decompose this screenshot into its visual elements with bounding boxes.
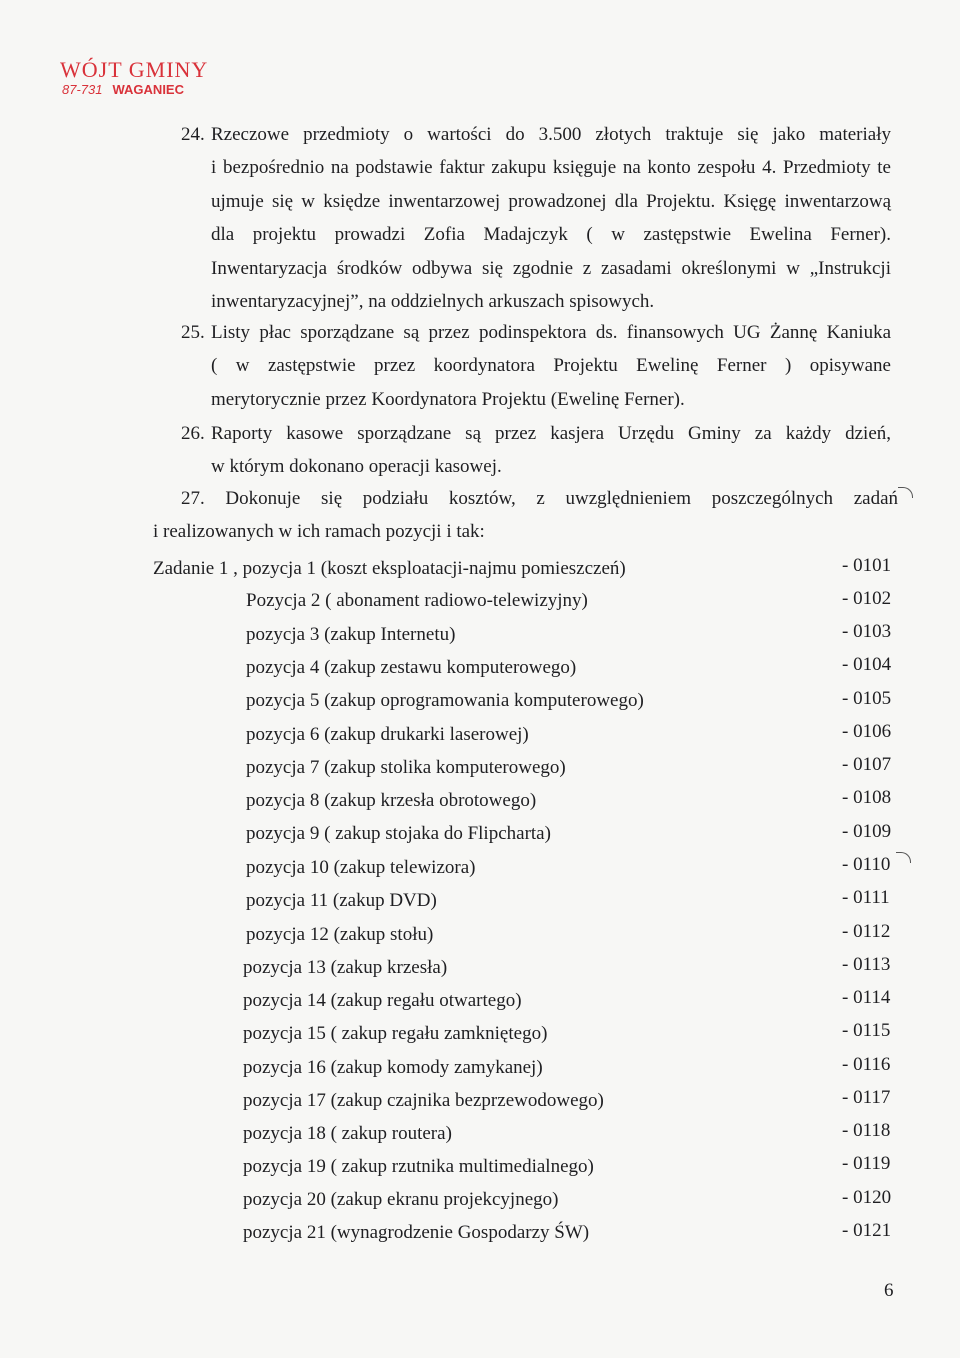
list-item-label: pozycja 10 (zakup telewizora) xyxy=(246,857,476,878)
list-item-code: - 0101 xyxy=(842,555,892,576)
list-item-label: pozycja 11 (zakup DVD) xyxy=(246,890,437,911)
list-item-code: - 0106 xyxy=(842,721,892,742)
paragraph-line: Inwentaryzacja środków odbywa się zgodnie z zasadami określonymi w „Instrukcji xyxy=(211,257,891,279)
list-item-label: pozycja 15 ( zakup regału zamkniętego) xyxy=(243,1023,548,1044)
stamp-address xyxy=(62,82,208,98)
stamp-town: WAGANIEC xyxy=(112,82,184,97)
list-item-code: - 0114 xyxy=(842,987,891,1008)
list-item-code: - 0118 xyxy=(842,1120,891,1141)
paragraph-line: Rzeczowe przedmioty o wartości do 3.500 złotych traktuje się jako materiały xyxy=(211,124,891,145)
paragraph-line: Raporty kasowe sporządzane są przez kasjera Urzędu Gminy za każdy dzień, xyxy=(211,423,891,444)
paragraph-line: dla projektu prowadzi Zofia Madajczyk ( w zastępstwie Ewelina Ferner). xyxy=(211,224,891,246)
list-item-label: pozycja 14 (zakup regału otwartego) xyxy=(243,990,522,1011)
margin-mark xyxy=(896,852,911,863)
list-item-label: pozycja 9 ( zakup stojaka do Flipcharta) xyxy=(246,823,551,844)
list-item-label: pozycja 7 (zakup stolika komputerowego) xyxy=(246,757,566,778)
list-item-code: - 0116 xyxy=(842,1054,891,1075)
paragraph-line: ujmuje się w księdze inwentarzowej prowadzonej dla Projektu. Księgę inwentarzową xyxy=(211,190,891,212)
list-item-code: - 0120 xyxy=(842,1187,892,1208)
list-item-code: - 0112 xyxy=(842,921,891,942)
list-item-code: - 0109 xyxy=(842,821,892,842)
list-item-label: pozycja 8 (zakup krzesła obrotowego) xyxy=(246,790,537,811)
paragraph-number: 26. xyxy=(181,423,205,444)
list-item-label: Zadanie 1 , pozycja 1 (koszt eksploatacji-najmu pomieszczeń) xyxy=(153,558,626,579)
list-item-code: - 0121 xyxy=(842,1220,892,1241)
paragraph-26 xyxy=(181,417,891,484)
paragraph-line: merytorycznie przez Koordynatora Projektu (Ewelinę Ferner). xyxy=(211,388,685,410)
list-item-label: pozycja 16 (zakup komody zamykanej) xyxy=(243,1057,543,1078)
paragraph-number: 27. xyxy=(181,488,205,509)
stamp-zip: 87-731 xyxy=(62,82,103,97)
paragraph-number: 25. xyxy=(181,322,205,343)
list-item-code: - 0117 xyxy=(842,1087,891,1108)
paragraph-line: Listy płac sporządzane są przez podinspektora ds. finansowych UG Żannę Kaniuka xyxy=(211,322,891,343)
list-item-label: pozycja 18 ( zakup routera) xyxy=(243,1123,452,1144)
list-item-label: pozycja 6 (zakup drukarki laserowej) xyxy=(246,724,529,745)
list-item-label: Pozycja 2 ( abonament radiowo-telewizyjny) xyxy=(246,590,588,611)
list-item-label: pozycja 12 (zakup stołu) xyxy=(246,924,434,945)
page-number: 6 xyxy=(884,1280,894,1301)
paragraph-line: i bezpośrednio na podstawie faktur zakupu księguje na konto zespołu 4. Przedmioty te xyxy=(211,157,891,179)
paragraph-27 xyxy=(153,482,898,549)
list-item-code: - 0103 xyxy=(842,621,892,642)
list-item-code: - 0105 xyxy=(842,688,892,709)
paragraph-line xyxy=(153,482,898,515)
paragraph-line: w którym dokonano operacji kasowej. xyxy=(211,456,502,478)
list-item-code: - 0102 xyxy=(842,588,892,609)
list-item-label: pozycja 21 (wynagrodzenie Gospodarzy ŚW) xyxy=(243,1222,590,1243)
paragraph-number: 24. xyxy=(181,124,205,145)
list-item-code: - 0115 xyxy=(842,1020,891,1041)
list-item-label: pozycja 3 (zakup Internetu) xyxy=(246,624,456,645)
list-item-label: pozycja 19 ( zakup rzutnika multimedialnego) xyxy=(243,1156,594,1177)
paragraph-line: ( w zastępstwie przez koordynatora Projektu Ewelinę Ferner ) opisywane xyxy=(211,355,891,377)
list-item-code: - 0113 xyxy=(842,954,891,975)
list-item-code: - 0111 xyxy=(842,887,890,908)
paragraph-24 xyxy=(181,118,891,318)
list-item-code: - 0110 xyxy=(842,854,891,875)
list-item-label: pozycja 17 (zakup czajnika bezprzewodowego) xyxy=(243,1090,604,1111)
margin-mark xyxy=(898,487,913,498)
list-item-code: - 0119 xyxy=(842,1153,891,1174)
stamp-title: WÓJT GMINY xyxy=(60,57,209,82)
list-item-label: pozycja 5 (zakup oprogramowania komputerowego) xyxy=(246,690,644,711)
list-item-code: - 0107 xyxy=(842,754,892,775)
paragraph-line: inwentaryzacyjnej”, na oddzielnych arkuszach spisowych. xyxy=(211,291,655,313)
paragraph-25 xyxy=(181,316,891,416)
list-item-label: pozycja 20 (zakup ekranu projekcyjnego) xyxy=(243,1189,559,1210)
list-item-code: - 0108 xyxy=(842,787,892,808)
official-stamp xyxy=(60,58,208,98)
list-item-code: - 0104 xyxy=(842,654,892,675)
list-item-label: pozycja 4 (zakup zestawu komputerowego) xyxy=(246,657,577,678)
paragraph-text: Dokonuje się podziału kosztów, z uwzględnieniem poszczególnych zadań xyxy=(225,488,899,509)
list-item-label: pozycja 13 (zakup krzesła) xyxy=(243,957,448,978)
paragraph-line: i realizowanych w ich ramach pozycji i tak: xyxy=(153,521,485,543)
